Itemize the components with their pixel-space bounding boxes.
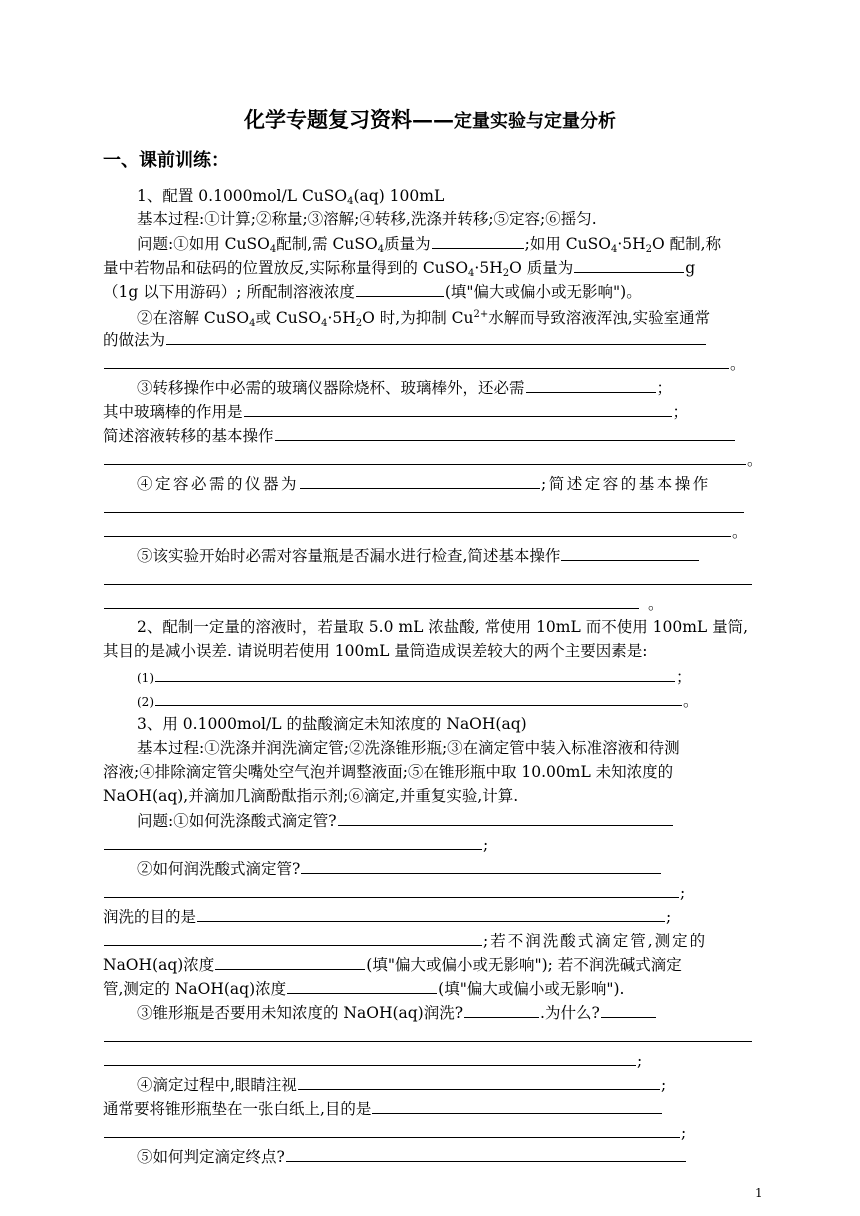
q2-line-2: 其目的是减小误差. 请说明若使用 100mL 量筒造成误差较大的两个主要因素是:	[103, 642, 648, 660]
answer-blank[interactable]	[298, 1074, 660, 1090]
q3-line-12: 管,测定的 NaOH(aq)浓度 (填"偏大或偏小或无影响").	[103, 980, 625, 998]
q1-line-6: ②在溶解 CuSO$_4$或 $CuSO_4\cdot 5H_2O$ 时,为抑制 $Cu^{2+}$水解而导致溶液浑浊,实验室通常	[137, 309, 711, 329]
answer-blank[interactable]	[104, 834, 482, 850]
q3-line-2: 基本过程:①洗涤并润洗滴定管;②洗涤锥形瓶;③在滴定管中装入标准溶液和待测	[137, 739, 680, 757]
q3-line-7: ②如何润洗酸式滴定管?	[137, 858, 662, 879]
q1-line-4: 量中若物品和砝码的位置放反,实际称量得到的 $CuSO_4\cdot 5H_2O$ 质量为 g	[103, 259, 696, 279]
answer-blank[interactable]	[104, 1122, 680, 1138]
q1-line-18: 。	[103, 593, 664, 614]
q3-line-4: NaOH(aq),并滴加几滴酚酞指示剂;⑥滴定,并重复实验,计算.	[103, 787, 519, 805]
q1-line-7: 的做法为	[103, 329, 707, 350]
q1-line-3: 问题:①如用 CuSO$_4$配制,需 CuSO$_4$质量为 ;如用 $CuSO_4\cdot 5H_2O$ 配制,称	[137, 235, 722, 255]
answer-blank[interactable]	[197, 906, 665, 922]
answer-blank[interactable]	[104, 521, 731, 537]
q1-line-9: ③转移操作中必需的玻璃仪器除烧杯、玻璃棒外，还必需 ；	[137, 379, 673, 397]
q3-line-10: ;若不润洗酸式滴定管,测定的	[103, 930, 707, 951]
answer-blank[interactable]	[574, 257, 684, 273]
answer-blank[interactable]	[338, 810, 673, 826]
answer-blank[interactable]	[155, 690, 682, 706]
q3-line-19: ⑤如何判定滴定终点?	[137, 1146, 687, 1167]
q3-line-13: ③锥形瓶是否要用未知浓度的 NaOH(aq)润洗? .为什么?	[137, 1002, 657, 1023]
q1-line-5: （1g 以下用游码）; 所配制溶液浓度 (填"偏大或偏小或无影响")。	[103, 283, 642, 301]
q1-line-10: 其中玻璃棒的作用是 ；	[103, 403, 689, 421]
q3-line-14	[103, 1026, 753, 1047]
page-title	[0, 107, 860, 135]
q1-line-16: ⑤该实验开始时必需对容量瓶是否漏水进行检查,简述基本操作	[137, 545, 700, 566]
answer-blank[interactable]	[372, 1098, 662, 1114]
q3-line-8: ;	[103, 882, 685, 903]
answer-blank[interactable]	[104, 353, 729, 369]
answer-blank[interactable]	[356, 281, 444, 297]
q3-line-17: 通常要将锥形瓶垫在一张白纸上,目的是	[103, 1098, 663, 1119]
q3-line-16: ④滴定过程中,眼睛注视 ;	[137, 1076, 667, 1094]
answer-blank[interactable]	[432, 233, 524, 249]
answer-blank[interactable]	[601, 1002, 656, 1018]
q1-line-8: 。	[103, 353, 746, 374]
answer-blank[interactable]	[301, 858, 661, 874]
q3-line-3: 溶液;④排除滴定管尖嘴处空气泡并调整液面;⑤在锥形瓶中取 10.00mL 未知浓度的	[103, 763, 674, 781]
q3-line-18: ;	[103, 1122, 686, 1143]
q2-item-2: (2) 。	[137, 692, 699, 710]
answer-blank[interactable]	[104, 1050, 636, 1066]
answer-blank[interactable]	[104, 593, 639, 609]
q3-line-5: 问题:①如何洗涤酸式滴定管?	[137, 810, 674, 831]
q1-line-14	[103, 497, 745, 518]
q3-line-6: ;	[103, 834, 488, 855]
q1-line-13: ④定容必需的仪器为 ;简述定容的基本操作	[137, 475, 711, 493]
q1-line-11: 简述溶液转移的基本操作	[103, 425, 736, 446]
q2-line-1: 2、配制一定量的溶液时，若量取 5.0 mL 浓盐酸, 常使用 10mL 而不使用 100mL 量筒,	[137, 618, 749, 636]
q1-line-12: 。	[103, 449, 763, 470]
q3-line-1: 3、用 0.1000mol/L 的盐酸滴定未知浓度的 NaOH(aq)	[137, 715, 527, 733]
answer-blank[interactable]	[104, 449, 746, 465]
q1-line-2: 基本过程:①计算;②称量;③溶解;④转移,洗涤并转移;⑤定容;⑥摇匀.	[137, 210, 597, 228]
answer-blank[interactable]	[300, 473, 540, 489]
page-number: 1	[755, 1186, 763, 1200]
q3-line-9: 润洗的目的是 ;	[103, 908, 672, 926]
answer-blank[interactable]	[286, 1146, 686, 1162]
title-sub: 定量实验与定量分析	[454, 111, 616, 132]
section-heading: 一、课前训练：	[103, 150, 229, 171]
q1-line-15: 。	[103, 521, 748, 542]
answer-blank[interactable]	[104, 497, 744, 513]
answer-blank[interactable]	[104, 882, 679, 898]
answer-blank[interactable]	[244, 401, 672, 417]
answer-blank[interactable]	[464, 1002, 539, 1018]
answer-blank[interactable]	[104, 930, 482, 946]
q1-line-1: 1、配置 0.1000mol/L CuSO$_4$(aq) 100mL	[137, 187, 445, 207]
q3-line-11: NaOH(aq)浓度 (填"偏大或偏小或无影响"); 若不润洗碱式滴定	[103, 956, 682, 974]
answer-blank[interactable]	[526, 377, 656, 393]
title-main: 化学专题复习资料——	[244, 107, 454, 132]
answer-blank[interactable]	[104, 1026, 752, 1042]
answer-blank[interactable]	[287, 978, 437, 994]
q2-item-1: (1) ；	[137, 668, 692, 686]
answer-blank[interactable]	[104, 569, 752, 585]
answer-blank[interactable]	[215, 954, 365, 970]
answer-blank[interactable]	[275, 425, 735, 441]
answer-blank[interactable]	[166, 329, 706, 345]
answer-blank[interactable]	[155, 666, 675, 682]
q1-line-17	[103, 569, 753, 590]
q3-line-15: ;	[103, 1050, 642, 1071]
answer-blank[interactable]	[561, 545, 699, 561]
